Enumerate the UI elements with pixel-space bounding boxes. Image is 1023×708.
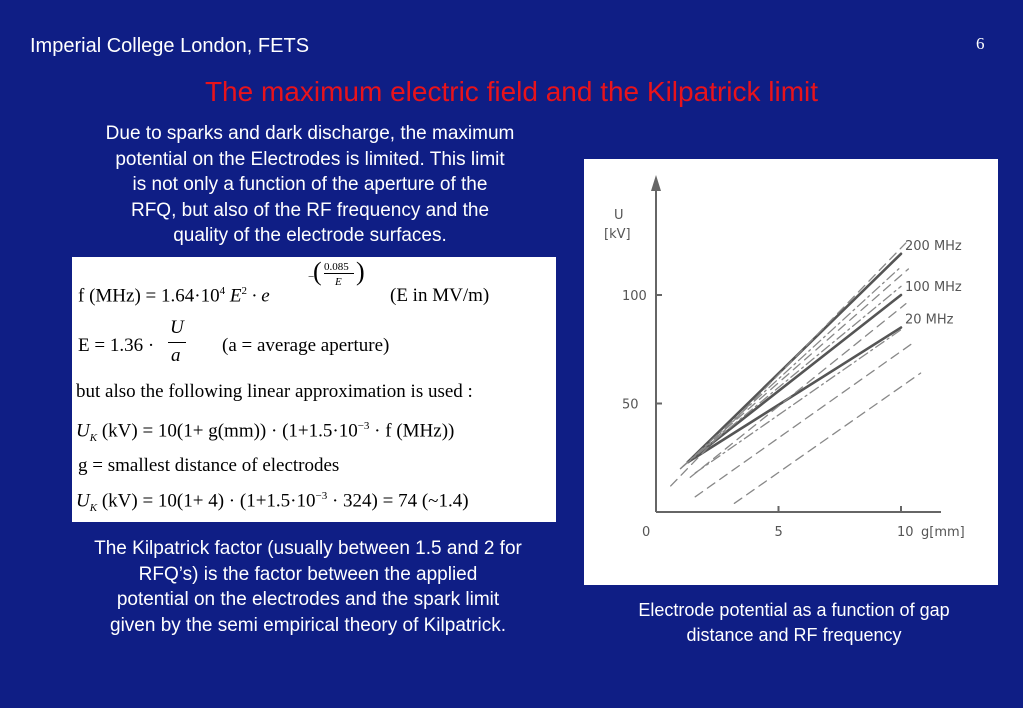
series-label: 100 MHz [905,280,962,295]
reference-line [671,243,906,486]
eq1-exp4: 4 [219,285,226,297]
x-axis-label: g[mm] [921,525,965,540]
eq1-exp-minus: − [308,271,315,283]
x-tick-label: 10 [897,525,914,540]
x-tick-label: 5 [774,525,783,540]
y-tick-label: 50 [622,397,639,413]
kilpatrick-line: given by the semi empirical theory of Kilpatrick. [110,614,506,636]
reference-line [734,373,920,503]
series-label: 200 MHz [905,238,962,254]
figure-caption [590,598,998,648]
eq1-exp-den: E [335,276,342,288]
y-tick-label: 100 [622,289,647,304]
kilpatrick-paragraph [28,536,588,638]
eq4-lhs: U [76,420,90,442]
eq4-rest: (kV) = 10(1+ g(mm)) · (1+1.5·10 [101,420,358,442]
eq4-tail: · f (MHz)) [369,420,455,442]
eq1-lhs: f (MHz) = 1.64·10 [78,285,220,307]
reference-line [695,343,913,497]
kilpatrick-line: The Kilpatrick factor (usually between 1.5 and 2 for [94,538,522,559]
intro-paragraph [40,121,580,249]
reference-line [683,286,901,466]
kilpatrick-line: potential on the electrodes and the spark limit [116,589,500,610]
eq4-exp: −3 [357,420,370,432]
intro-line: Due to sparks and dark discharge, the maximum [105,123,515,144]
reference-line [681,269,909,469]
numeric-example [76,490,469,514]
caption-line: Electrode potential as a function of gap [638,600,950,620]
y-axis-label: [kV] [604,227,631,242]
eq1-e: · e [246,285,270,307]
eq1-exp2: 2 [241,285,247,297]
series-label: 20 MHz [905,312,954,328]
eq6-sub: K [89,502,98,515]
header-text: Imperial College London, FETS [30,35,310,57]
intro-line: RFQ, but also of the RF frequency and the [130,199,490,221]
kilpatrick-formula [78,285,270,307]
x-tick-label: 0 [642,525,651,540]
reference-line [681,267,902,469]
eq2-den: a [171,345,181,366]
kilpatrick-line: RFQ’s) is the factor between the applied [138,563,478,585]
y-axis-label: U [614,208,624,223]
y-axis-arrow [651,175,661,191]
caption-line: distance and RF frequency [686,625,902,645]
series-line [688,254,901,462]
reference-line [695,330,901,473]
series-line [688,328,901,463]
slide-title: The maximum electric field and the Kilpatrick limit [204,76,819,107]
eq1-exp-num: 0.085 [324,261,349,273]
intro-line: is not only a function of the aperture of the [132,174,488,195]
eq4-sub: K [89,432,98,445]
eq1-note: (E in MV/m) [390,285,490,306]
eq6-rest: (kV) = 10(1+ 4) · (1+1.5·10 [101,490,316,512]
chart-lines [671,243,921,503]
intro-line: quality of the electrode surfaces. [173,225,447,246]
eq2-num: U [170,317,184,338]
g-definition: g = smallest distance of electrodes [78,455,340,476]
series-line [688,295,901,462]
eq2-note: (a = average aperture) [222,335,390,356]
chart-svg [584,159,998,585]
eq6-exp: −3 [315,490,328,502]
reference-line [690,304,906,478]
field-formula: E = 1.36 · [78,335,155,356]
page-number: 6 [976,34,985,53]
equation-box: f $(MHz) = 1.64\cdot 10^4$ $E^2 \cdot e$ − ( 0.085 E ) (E in MV/m) E = 1.36 · U a (a = average aperture) but also the following linear approximation is used : $U_K$ $(kV) = 10(1+ g(mm)) \cdot (1+1.5\cdot 10^{-3} \cdot f$ (MHz)) g = smallest distance of electrodes $U_K$ $(kV) = 10(1+ 4) \cdot (1+1.5\cdot 10^{-3} \cdot 324) = 74$ (~1.4) [72,257,556,522]
intro-line: potential on the Electrodes is limited. This limit [115,148,505,170]
linear-approx-formula [76,420,454,444]
eq6-tail: · 324) = 74 (~1.4) [327,490,469,512]
kilpatrick-chart [584,159,998,585]
eq1-E: E [229,285,242,307]
approximation-text: but also the following linear approximation is used : [76,381,473,402]
eq6-lhs: U [76,490,90,512]
